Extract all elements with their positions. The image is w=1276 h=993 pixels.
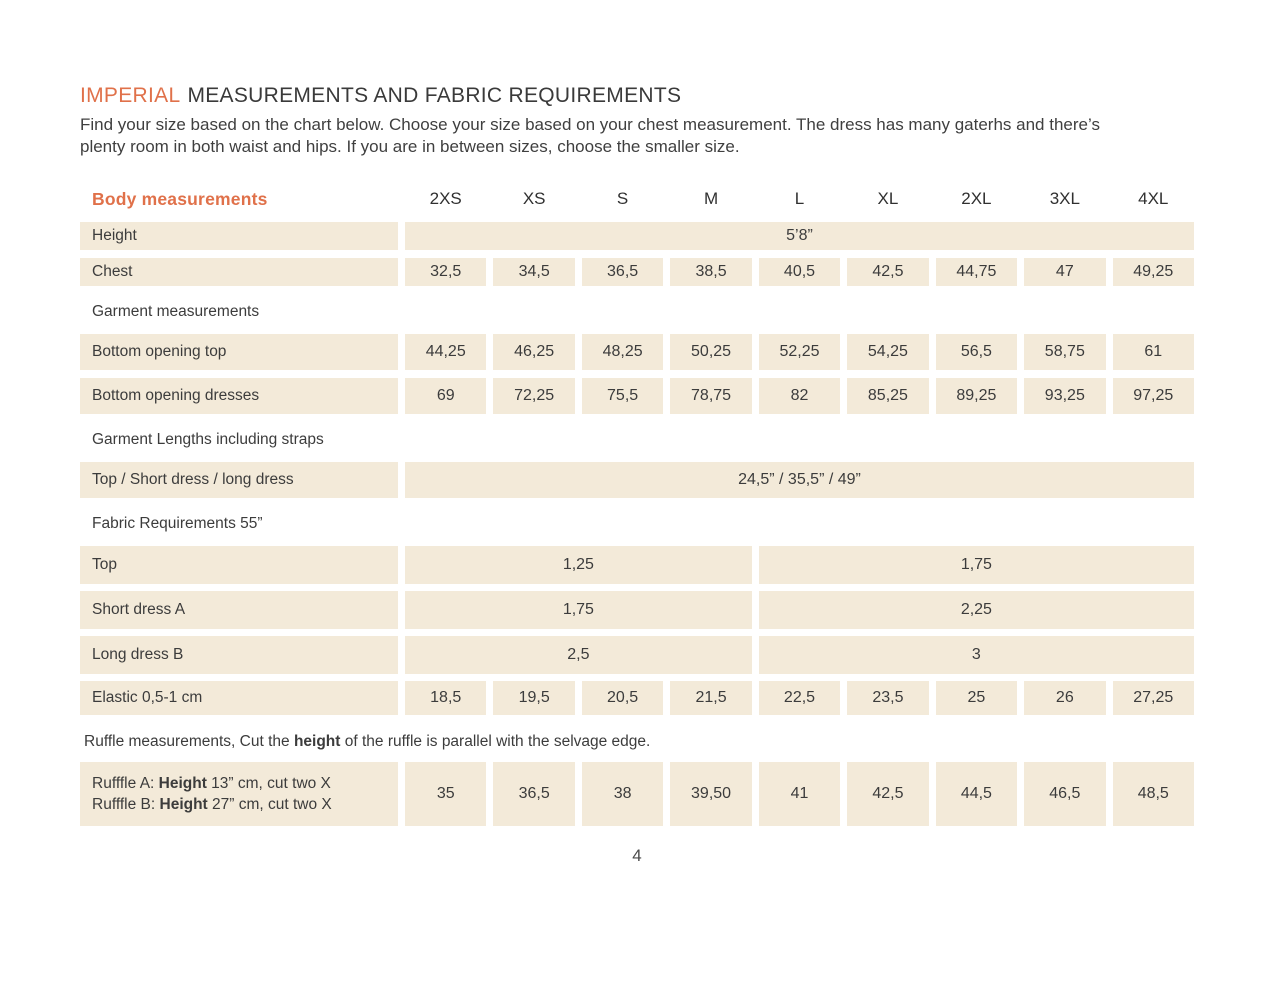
cell-value: 82 — [759, 378, 840, 414]
ruffle-a-label — [92, 773, 332, 794]
section-label-garment-lengths: Garment Lengths including straps — [92, 431, 324, 448]
cell-value: 78,75 — [670, 378, 751, 414]
cell-value: 36,5 — [582, 258, 663, 286]
ruffle-b-post: 27” cm, cut two X — [207, 796, 332, 813]
ruffle-b-label — [92, 794, 332, 815]
cell-value: 38,5 — [670, 258, 751, 286]
ruffle-a-post: 13” cm, cut two X — [206, 775, 331, 792]
cell-value: 54,25 — [847, 334, 928, 370]
size-header-4xl: 4XL — [1138, 189, 1169, 208]
cell-value: 21,5 — [670, 681, 751, 715]
cell-value: 26 — [1024, 681, 1105, 715]
intro-paragraph — [80, 114, 1194, 158]
cell-value-right-span: 3 — [759, 636, 1194, 674]
size-header-2xs: 2XS — [429, 189, 462, 208]
cell-value: 27,25 — [1113, 681, 1194, 715]
cell-value: 18,5 — [405, 681, 486, 715]
cell-value: 23,5 — [847, 681, 928, 715]
cell-value: 42,5 — [847, 258, 928, 286]
cell-value: 46,5 — [1024, 762, 1105, 826]
table-row-chest — [80, 258, 1194, 286]
ruffle-b-pre: Rufffle B: — [92, 796, 160, 813]
cell-value: 72,25 — [493, 378, 574, 414]
size-header-xl: XL — [877, 189, 899, 208]
row-label: Long dress B — [80, 636, 398, 674]
table-header-label: Body measurements — [92, 188, 268, 209]
cell-value: 48,5 — [1113, 762, 1194, 826]
cell-value: 44,25 — [405, 334, 486, 370]
table-row-height — [80, 222, 1194, 250]
cell-value: 40,5 — [759, 258, 840, 286]
page-title-accent: IMPERIAL — [80, 84, 181, 107]
ruffle-note-pre: Ruffle measurements, Cut the — [84, 733, 294, 750]
size-header-m: M — [703, 189, 719, 208]
intro-line-1: Find your size based on the chart below. Choose your size based on your chest measurement. The dress has many gaterhs and there’s — [80, 115, 1100, 134]
ruffle-note-bold: height — [293, 733, 341, 750]
page-title — [80, 84, 1194, 108]
row-value-span: 5’8” — [405, 222, 1194, 250]
size-header-s: S — [616, 189, 629, 208]
cell-value: 58,75 — [1024, 334, 1105, 370]
row-label: Top — [80, 546, 398, 584]
table-row-bottom-opening-top — [80, 334, 1194, 370]
table-row-fabric-short-dress-a — [80, 591, 1194, 628]
table-row-garment-lengths — [80, 462, 1194, 498]
cell-value-right-span: 1,75 — [759, 546, 1194, 584]
cell-value: 47 — [1024, 258, 1105, 286]
cell-value-left-span: 2,5 — [405, 636, 752, 674]
cell-value: 69 — [405, 378, 486, 414]
cell-value: 42,5 — [847, 762, 928, 826]
row-label: Elastic 0,5-1 cm — [80, 681, 398, 715]
cell-value-left-span: 1,75 — [405, 591, 752, 629]
cell-value: 97,25 — [1113, 378, 1194, 414]
ruffle-a-pre: Rufffle A: — [92, 775, 159, 792]
cell-value: 34,5 — [493, 258, 574, 286]
cell-value: 49,25 — [1113, 258, 1194, 286]
section-label-garment-measurements: Garment measurements — [92, 303, 260, 320]
cell-value: 93,25 — [1024, 378, 1105, 414]
cell-value: 19,5 — [493, 681, 574, 715]
page-title-rest: MEASUREMENTS AND FABRIC REQUIREMENTS — [187, 84, 682, 107]
row-label: Bottom opening dresses — [80, 378, 398, 414]
cell-value: 35 — [405, 762, 486, 826]
cell-value: 36,5 — [493, 762, 574, 826]
cell-value: 38 — [582, 762, 663, 826]
cell-value: 46,25 — [493, 334, 574, 370]
row-label: Top / Short dress / long dress — [80, 462, 398, 498]
cell-value: 32,5 — [405, 258, 486, 286]
table-header-row — [80, 188, 1194, 210]
size-header-xs: XS — [522, 189, 546, 208]
cell-value: 25 — [936, 681, 1017, 715]
cell-value-right-span: 2,25 — [759, 591, 1194, 629]
row-label: Chest — [80, 258, 398, 286]
table-row-elastic — [80, 681, 1194, 715]
cell-value: 48,25 — [582, 334, 663, 370]
cell-value: 44,75 — [936, 258, 1017, 286]
cell-value: 61 — [1113, 334, 1194, 370]
cell-value: 50,25 — [670, 334, 751, 370]
cell-value: 39,50 — [670, 762, 751, 826]
ruffle-note-post: of the ruffle is parallel with the selvage edge. — [340, 733, 651, 750]
cell-value: 85,25 — [847, 378, 928, 414]
ruffle-a-bold: Height — [158, 775, 207, 792]
intro-line-2: plenty room in both waist and hips. If you are in between sizes, choose the smaller size. — [80, 137, 740, 156]
section-label-fabric-requirements: Fabric Requirements 55” — [92, 515, 263, 532]
ruffle-note — [84, 733, 1194, 750]
row-label: Short dress A — [80, 591, 398, 629]
cell-value: 89,25 — [936, 378, 1017, 414]
table-row-fabric-long-dress-b — [80, 636, 1194, 673]
table-row-fabric-top — [80, 546, 1194, 583]
cell-value: 22,5 — [759, 681, 840, 715]
table-row-bottom-opening-dresses — [80, 378, 1194, 414]
cell-value: 20,5 — [582, 681, 663, 715]
table-row-ruffles — [80, 762, 1194, 826]
cell-value: 52,25 — [759, 334, 840, 370]
document-page — [80, 84, 1194, 866]
size-header-l: L — [794, 189, 805, 208]
cell-value: 75,5 — [582, 378, 663, 414]
page-number: 4 — [632, 846, 642, 865]
cell-value: 41 — [759, 762, 840, 826]
row-value-span: 24,5” / 35,5” / 49” — [405, 462, 1194, 498]
row-label: Bottom opening top — [80, 334, 398, 370]
ruffle-b-bold: Height — [159, 796, 208, 813]
row-label — [80, 762, 398, 826]
size-header-2xl: 2XL — [961, 189, 992, 208]
row-label: Height — [80, 222, 398, 250]
cell-value: 44,5 — [936, 762, 1017, 826]
size-header-3xl: 3XL — [1049, 189, 1080, 208]
cell-value-left-span: 1,25 — [405, 546, 752, 584]
cell-value: 56,5 — [936, 334, 1017, 370]
